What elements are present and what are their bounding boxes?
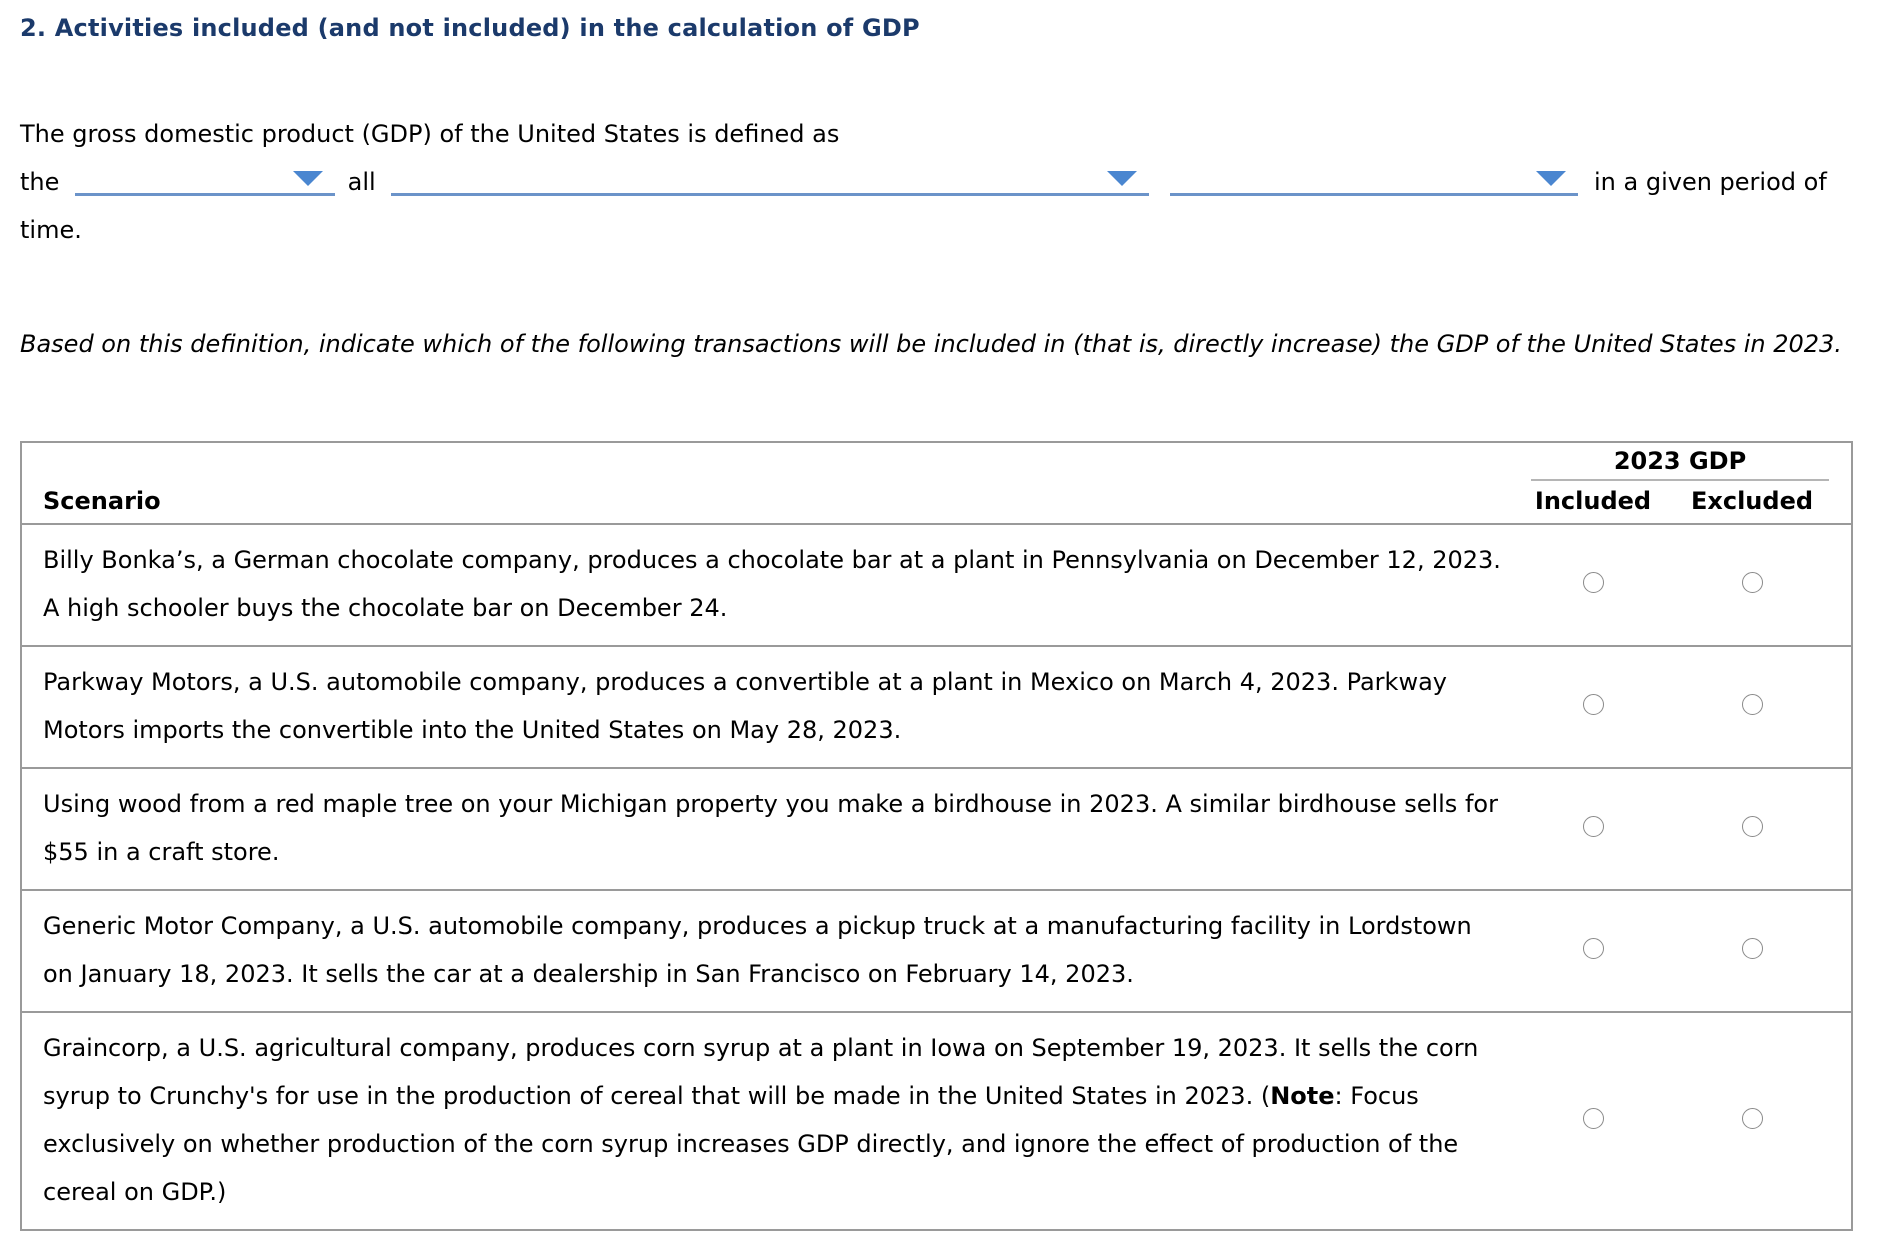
included-radio-cell bbox=[1523, 890, 1663, 1012]
scenario-text: Parkway Motors, a U.S. automobile company, produces a convertible at a plant in Mexico on March 4, 2023. Parkway Motors imports the convertible into the United States on May 28, 2023. bbox=[21, 646, 1523, 768]
excluded-radio[interactable] bbox=[1742, 694, 1763, 715]
scenario-text: Using wood from a red maple tree on your Michigan property you make a birdhouse in 2023. A similar birdhouse sells for $55 in a craft store. bbox=[21, 768, 1523, 890]
excluded-radio-cell bbox=[1663, 1012, 1852, 1230]
excluded-radio[interactable] bbox=[1742, 816, 1763, 837]
scenario-text: Billy Bonka’s, a German chocolate company, produces a chocolate bar at a plant in Pennsylvania on December 12, 2023. A high schooler buys the chocolate bar on December 24. bbox=[21, 524, 1523, 646]
scenario-text bbox=[21, 1012, 1523, 1230]
question-heading: 2. Activities included (and not included) in the calculation of GDP bbox=[20, 14, 920, 42]
included-radio[interactable] bbox=[1583, 938, 1604, 959]
definition-word-all: all bbox=[347, 168, 376, 196]
included-radio[interactable] bbox=[1583, 572, 1604, 593]
table-row bbox=[21, 524, 1852, 646]
excluded-radio[interactable] bbox=[1742, 938, 1763, 959]
excluded-column-header: Excluded bbox=[1690, 487, 1814, 515]
gdp-group-header bbox=[1523, 442, 1852, 481]
table-row bbox=[21, 1012, 1852, 1230]
table-row bbox=[21, 646, 1852, 768]
scenario-text-part: : Focus exclusively on whether production of the corn syrup increases GDP directly, and ignore the effect of production of the cereal on GDP.) bbox=[43, 1082, 1459, 1206]
chevron-down-icon bbox=[1536, 171, 1566, 186]
included-radio-cell bbox=[1523, 646, 1663, 768]
table-row bbox=[21, 768, 1852, 890]
definition-word-the: the bbox=[20, 168, 60, 196]
included-radio-cell bbox=[1523, 524, 1663, 646]
definition-dropdown-1[interactable] bbox=[75, 159, 335, 196]
definition-dropdown-2[interactable] bbox=[391, 159, 1149, 196]
scenario-table bbox=[20, 441, 1853, 1231]
excluded-radio-cell bbox=[1663, 768, 1852, 890]
included-radio-cell bbox=[1523, 1012, 1663, 1230]
included-radio-cell bbox=[1523, 768, 1663, 890]
excluded-radio-cell bbox=[1663, 646, 1852, 768]
definition-text-after: in a given period of bbox=[1594, 168, 1827, 196]
excluded-radio[interactable] bbox=[1742, 1108, 1763, 1129]
included-radio[interactable] bbox=[1583, 694, 1604, 715]
definition-lead: The gross domestic product (GDP) of the United States is defined as bbox=[20, 120, 840, 148]
definition-dropdown-3[interactable] bbox=[1170, 159, 1578, 196]
scenario-text-part: Graincorp, a U.S. agricultural company, produces corn syrup at a plant in Iowa on September 19, 2023. It sells the corn syrup to Crunchy's for use in the production of cereal that will be made in the United States in 2023. ( bbox=[43, 1034, 1479, 1110]
definition-paragraph bbox=[20, 110, 1880, 254]
included-radio[interactable] bbox=[1583, 1108, 1604, 1129]
chevron-down-icon bbox=[293, 171, 323, 186]
instruction-text: Based on this definition, indicate which of the following transactions will be included in (that is, directly increase) the GDP of the United States in 2023. bbox=[20, 330, 1842, 358]
note-label: Note bbox=[1270, 1082, 1335, 1110]
included-column-header: Included bbox=[1534, 487, 1652, 515]
table-row bbox=[21, 890, 1852, 1012]
definition-tail: time. bbox=[20, 216, 82, 244]
chevron-down-icon bbox=[1107, 171, 1137, 186]
excluded-radio-cell bbox=[1663, 524, 1852, 646]
scenario-column-header: Scenario bbox=[43, 487, 161, 515]
included-radio[interactable] bbox=[1583, 816, 1604, 837]
gdp-group-title: 2023 GDP bbox=[1531, 447, 1829, 481]
excluded-radio-cell bbox=[1663, 890, 1852, 1012]
scenario-text: Generic Motor Company, a U.S. automobile company, produces a pickup truck at a manufacturing facility in Lordstown on January 18, 2023. It sells the car at a dealership in San Francisco on February 14, 2023. bbox=[21, 890, 1523, 1012]
excluded-radio[interactable] bbox=[1742, 572, 1763, 593]
